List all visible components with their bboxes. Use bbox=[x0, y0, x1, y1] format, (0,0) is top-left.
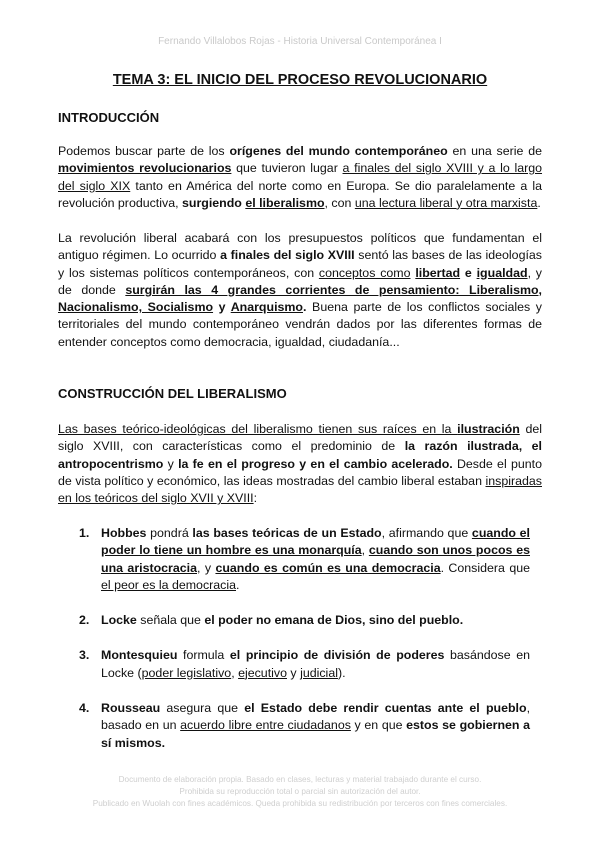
text-run: a finales del siglo XVIII bbox=[220, 248, 355, 263]
text-run: cuando son unos pocos es una aristocracia bbox=[101, 543, 530, 575]
text-run: ). bbox=[337, 665, 346, 680]
text-run: libertad bbox=[415, 265, 461, 280]
text-run: cuando es común es una democracia bbox=[215, 560, 441, 575]
text-run: surgirán las 4 grandes corrientes de pensamiento: Liberalismo, Nacionalismo, Socialismo bbox=[58, 282, 543, 315]
text-run: , con bbox=[324, 195, 355, 210]
text-run: las bases teóricas de un Estado bbox=[192, 526, 382, 540]
text-run: y en que bbox=[350, 718, 407, 733]
text-run: en una serie de bbox=[447, 144, 542, 158]
text-run: inspiradas en los teóricos del siglo XVII y XVIII bbox=[58, 473, 542, 506]
text-run: Locke bbox=[101, 613, 137, 628]
text-run: igualdad bbox=[476, 265, 528, 280]
thinker-list-item bbox=[79, 647, 530, 682]
text-run: e bbox=[464, 265, 472, 280]
text-run: ejecutivo bbox=[238, 665, 287, 680]
text-run: la fe en el progreso y en el cambio acelerado. bbox=[178, 456, 453, 471]
text-run: surgiendo bbox=[181, 195, 242, 210]
text-run: Rousseau bbox=[101, 701, 161, 716]
text-run: movimientos revolucionarios bbox=[58, 161, 232, 176]
intro-heading: INTRODUCCIÓN bbox=[58, 110, 160, 125]
page-title: TEMA 3: EL INICIO DEL PROCESO REVOLUCIONARIO bbox=[112, 72, 488, 88]
liberalism-heading: CONSTRUCCIÓN DEL LIBERALISMO bbox=[58, 386, 287, 401]
text-run: tanto en América del norte como en Europa. Se dio paralelamente a la revolución productiva, bbox=[58, 178, 543, 210]
text-run: una lectura liberal y otra marxista bbox=[354, 195, 538, 210]
text-run: y bbox=[163, 456, 179, 471]
text-run: . bbox=[537, 195, 541, 210]
text-run: y bbox=[286, 665, 301, 680]
text-run: Hobbes bbox=[101, 526, 147, 540]
text-run: del siglo XVIII, con características como el predominio de bbox=[58, 422, 542, 454]
text-run: el Estado debe rendir cuentas ante el pueblo bbox=[244, 701, 527, 716]
list-item-number: 1. bbox=[79, 526, 90, 540]
text-run: formula bbox=[177, 648, 230, 663]
text-run: Buena parte de los conflictos sociales y territoriales del mundo contemporáneo vendrán dados por las diferentes formas de entender conceptos como democracia, igualdad, ciudadanía... bbox=[58, 300, 543, 349]
text-run: . Considera que bbox=[440, 560, 530, 575]
text-run: asegura que bbox=[160, 701, 245, 716]
text-run: ilustración bbox=[457, 422, 520, 436]
text-run: estos se gobiernen a sí mismos. bbox=[101, 718, 531, 750]
text-run: cuando el poder lo tiene un hombre es una monarquía bbox=[101, 526, 530, 558]
thinker-list-item bbox=[79, 525, 530, 594]
text-run: Podemos buscar parte de los bbox=[58, 144, 230, 158]
liberalism-paragraph bbox=[58, 421, 542, 507]
page-footer bbox=[0, 774, 600, 810]
text-run: pondrá bbox=[146, 526, 193, 540]
text-run: , bbox=[361, 543, 369, 558]
list-item-number: 4. bbox=[79, 701, 90, 716]
intro-paragraph-2 bbox=[58, 230, 542, 351]
text-run: el peor es la democracia bbox=[101, 577, 236, 592]
page-header: Fernando Villalobos Rojas - Historia Universal Contemporánea I bbox=[158, 36, 442, 47]
intro-paragraph-1 bbox=[58, 143, 542, 212]
text-run: el liberalismo bbox=[245, 195, 325, 210]
text-run: y bbox=[213, 300, 231, 315]
list-item-number: 3. bbox=[79, 648, 90, 663]
thinkers-list bbox=[79, 525, 530, 752]
list-item-number: 2. bbox=[79, 613, 90, 628]
footer-line: Publicado en Wuolah con fines académicos. Queda prohibida su redistribución por terceros con fines comerciales. bbox=[92, 799, 508, 808]
text-run: conceptos como bbox=[318, 265, 411, 280]
text-run: la razón ilustrada, el antropocentrismo bbox=[58, 439, 542, 471]
text-run: , afirmando que bbox=[381, 526, 472, 540]
text-run: , y de donde bbox=[58, 265, 543, 297]
thinker-list-item bbox=[79, 700, 530, 752]
text-run: , bbox=[231, 665, 239, 680]
text-run: : bbox=[253, 491, 258, 506]
text-run: poder legislativo bbox=[141, 665, 232, 680]
text-run: sentó las bases de las ideologías y los sistemas políticos contemporáneos, con bbox=[58, 248, 542, 280]
text-run: acuerdo libre entre ciudadanos bbox=[180, 718, 351, 733]
text-run: Montesquieu bbox=[101, 648, 178, 663]
text-run: . bbox=[236, 577, 240, 592]
text-run: señala que bbox=[136, 613, 205, 628]
text-run: el poder no emana de Dios, sino del pueblo. bbox=[204, 613, 464, 628]
text-run: , basado en un bbox=[101, 701, 531, 733]
text-run: el principio de división de poderes bbox=[229, 648, 445, 663]
text-run: Anarquismo bbox=[230, 300, 303, 315]
text-run: Desde el punto de vista político y económico, las ideas mostradas del cambio liberal estaban bbox=[58, 456, 542, 488]
text-run: judicial bbox=[300, 665, 338, 680]
text-run: Las bases teórico-ideológicas del liberalismo tienen sus raíces en la bbox=[58, 422, 458, 436]
text-run: . bbox=[303, 300, 307, 315]
text-run: basándose en Locke ( bbox=[101, 648, 530, 680]
text-run: , y bbox=[197, 560, 216, 575]
text-run: que tuvieron lugar bbox=[231, 161, 343, 176]
text-run: La revolución liberal acabará con los presupuestos políticos que fundamentan el antiguo régimen. Lo ocurrido bbox=[58, 231, 542, 263]
footer-line: Prohibida su reproducción total o parcial sin autorización del autor. bbox=[179, 787, 421, 796]
text-run: orígenes del mundo contemporáneo bbox=[229, 144, 448, 158]
thinker-list-item bbox=[79, 612, 530, 629]
footer-line: Documento de elaboración propia. Basado en clases, lecturas y material trabajado durante el curso. bbox=[118, 775, 482, 784]
text-run: a finales del siglo XVIII y a lo largo del siglo XIX bbox=[58, 161, 543, 193]
